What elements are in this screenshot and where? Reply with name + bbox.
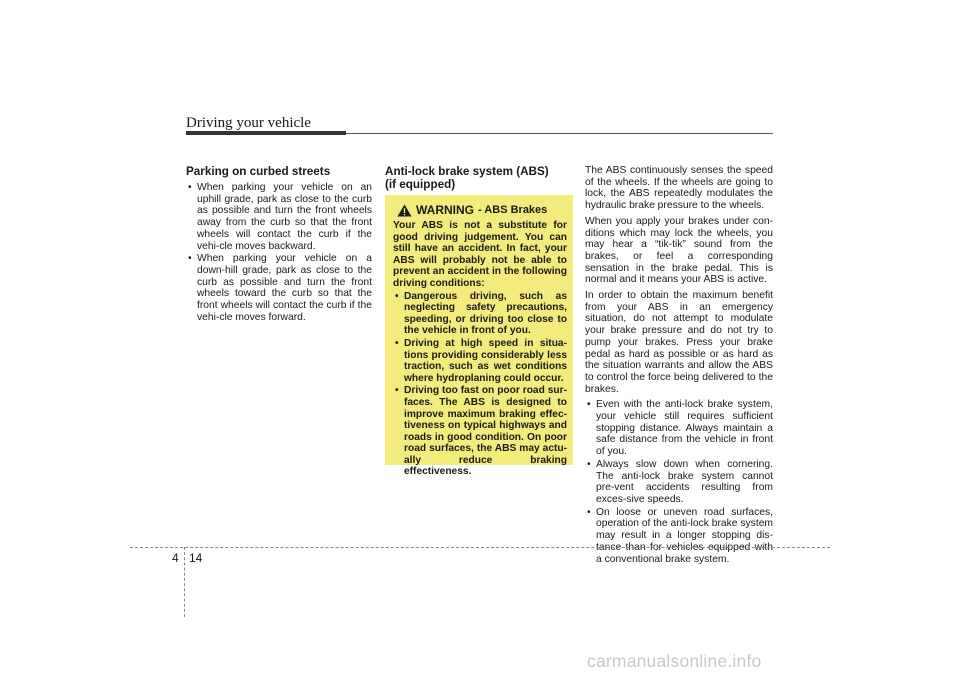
- list-item: • Driving at high speed in situa-tions providing considerably less traction, such as wet conditions where hydroplaning could occur.: [393, 338, 567, 384]
- abs-bullet-list: [585, 399, 773, 565]
- parking-bullet-list: [186, 182, 372, 323]
- header-rule-thin: [346, 133, 773, 134]
- footer-page-number: 14: [189, 551, 203, 565]
- abs-heading-line2: (if equipped): [385, 178, 456, 191]
- abs-paragraph: The ABS continuously senses the speed of the wheels. If the wheels are going to lock, the ABS repeatedly modulates the hydraulic brake pressure to the wheels.: [585, 165, 773, 212]
- list-item: • Dangerous driving, such as neglecting safety precautions, speeding, or driving too close to the vehicle in front of you.: [393, 291, 567, 337]
- list-item: • When parking your vehicle on a down-hill grade, park as close to the curb as possible and turn the front wheels toward the curb so that the front wheels will contact the curb if the vehi-cle moves forward.: [186, 253, 372, 323]
- list-item: • When parking your vehicle on an uphill grade, park as close to the curb as possible and turn the front wheels away from the curb so that the front wheels will contact the curb if the vehi-cle moves backward.: [186, 182, 372, 252]
- right-column: [585, 165, 773, 566]
- warning-header: [397, 203, 567, 217]
- middle-column-heading: [385, 165, 573, 195]
- watermark-text: carmanualsonline.info: [587, 651, 762, 671]
- header-rule-thick: [186, 131, 346, 135]
- section-heading-abs: [385, 165, 573, 191]
- warning-intro: Your ABS is not a substitute for good driving judgement. You can still have an accident. In fact, your ABS will probably not be able to prevent an accident in the following driving conditions:: [393, 220, 567, 289]
- abs-paragraph: When you apply your brakes under con-ditions which may lock the wheels, you may hear a “tik-tik” sound from the brakes, or feel a corresponding sensation in the brake pedal. This is normal and it means your ABS is active.: [585, 215, 773, 286]
- warning-title: WARNING: [416, 203, 474, 217]
- abs-heading-line1: Anti-lock brake system (ABS): [385, 165, 549, 178]
- footer-dashed-rule: [130, 547, 830, 548]
- footer-vertical-dashed-rule: [184, 547, 185, 617]
- list-item: • On loose or uneven road surfaces, operation of the anti-lock brake system may result in a longer stopping dis-tance than for vehicles equipped with a conventional brake system.: [585, 507, 773, 566]
- warning-box: [385, 195, 573, 478]
- list-item: • Always slow down when cornering. The anti-lock brake system cannot pre-vent accidents resulting from exces-sive speeds.: [585, 459, 773, 506]
- left-column: [186, 165, 372, 324]
- section-heading-parking: Parking on curbed streets: [186, 165, 331, 178]
- warning-bullet-list: [393, 291, 567, 479]
- list-item: • Even with the anti-lock brake system, your vehicle still requires sufficient stopping distance. Always maintain a safe distance from the vehicle in front of you.: [585, 399, 773, 458]
- warning-triangle-icon: [397, 204, 412, 217]
- warning-body: [393, 220, 567, 478]
- list-item: • Driving too fast on poor road sur-faces. The ABS is designed to improve maximum braking effec-tiveness on typical highways and roads in good condition. On poor road surfaces, the ABS may actu-ally reduce braking effectiveness.: [393, 385, 567, 478]
- abs-paragraph: In order to obtain the maximum benefit from your ABS in an emergency situation, do not attempt to modulate your brake pressure and do not try to pump your brakes. Press your brake pedal as hard as possible or as hard as the situation warrants and allow the ABS to control the force being delivered to the brakes.: [585, 290, 773, 395]
- warning-subtitle: - ABS Brakes: [478, 204, 548, 216]
- page-header-title: Driving your vehicle: [186, 115, 311, 131]
- footer-chapter-number: 4: [172, 551, 179, 565]
